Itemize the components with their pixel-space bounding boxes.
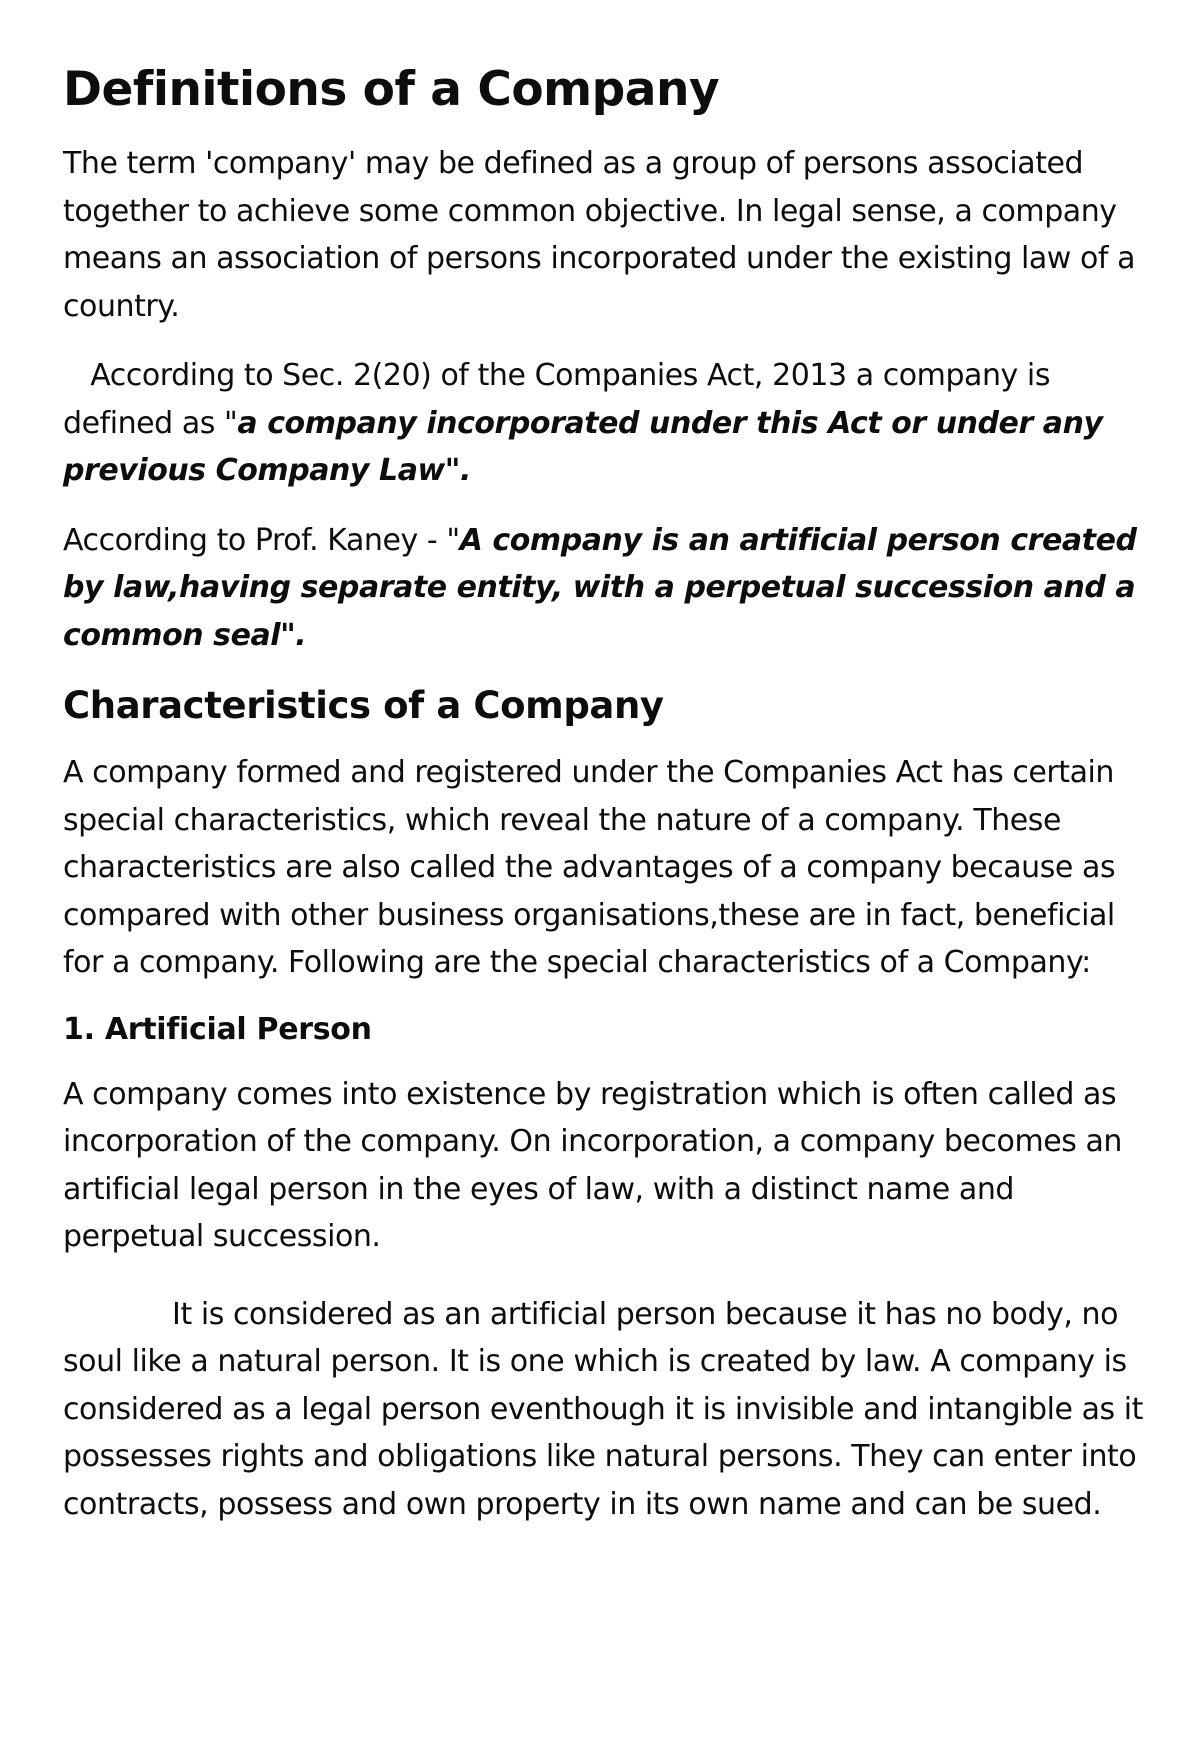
kaney-definition-paragraph — [63, 517, 1143, 660]
companies-act-definition-prefix: According to Sec. 2(20) of the Companies Act, 2013 a company is defined as " — [63, 358, 1060, 441]
kaney-definition-prefix: According to Prof. Kaney - " — [63, 522, 460, 558]
companies-act-definition-quote: a company incorporated under this Act or under any previous Company Law". — [63, 405, 1113, 488]
artificial-person-paragraph-1: A company comes into existence by registration which is often called as incorporation of the company. On incorporation, a company becomes an artificial legal person in the eyes of law, with a distinct name and perpetual succession. — [63, 1076, 1122, 1254]
definitions-heading: Definitions of a Company — [63, 62, 720, 117]
characteristics-intro-paragraph: A company formed and registered under the Companies Act has certain special characteristics, which reveal the nature of a company. These characteristics are also called the advantages of a company because as compared with other business organisations,these are in fact, beneficial for a company. Following are the special characteristics of a Company: — [63, 755, 1116, 980]
companies-act-definition-paragraph — [63, 352, 1143, 495]
kaney-definition-quote: A company is an artificial person created by law,having separate entity, with a perpetual succession and a common seal". — [63, 522, 1137, 653]
document-page — [63, 62, 1153, 1550]
artificial-person-heading: 1. Artificial Person — [63, 1011, 372, 1047]
definitions-intro-paragraph: The term 'company' may be defined as a group of persons associated together to achieve some common objective. In legal sense, a company means an association of persons incorporated under the existing law of a country. — [63, 146, 1136, 324]
characteristics-heading: Characteristics of a Company — [63, 684, 664, 727]
artificial-person-paragraph-2: It is considered as an artificial person because it has no body, no soul like a natural person. It is one which is created by law. A company is considered as a legal person eventhough it is invisible and intangible as it possesses rights and obligations like natural persons. They can enter into contracts, possess and own property in its own name and can be sued. — [63, 1296, 1153, 1522]
